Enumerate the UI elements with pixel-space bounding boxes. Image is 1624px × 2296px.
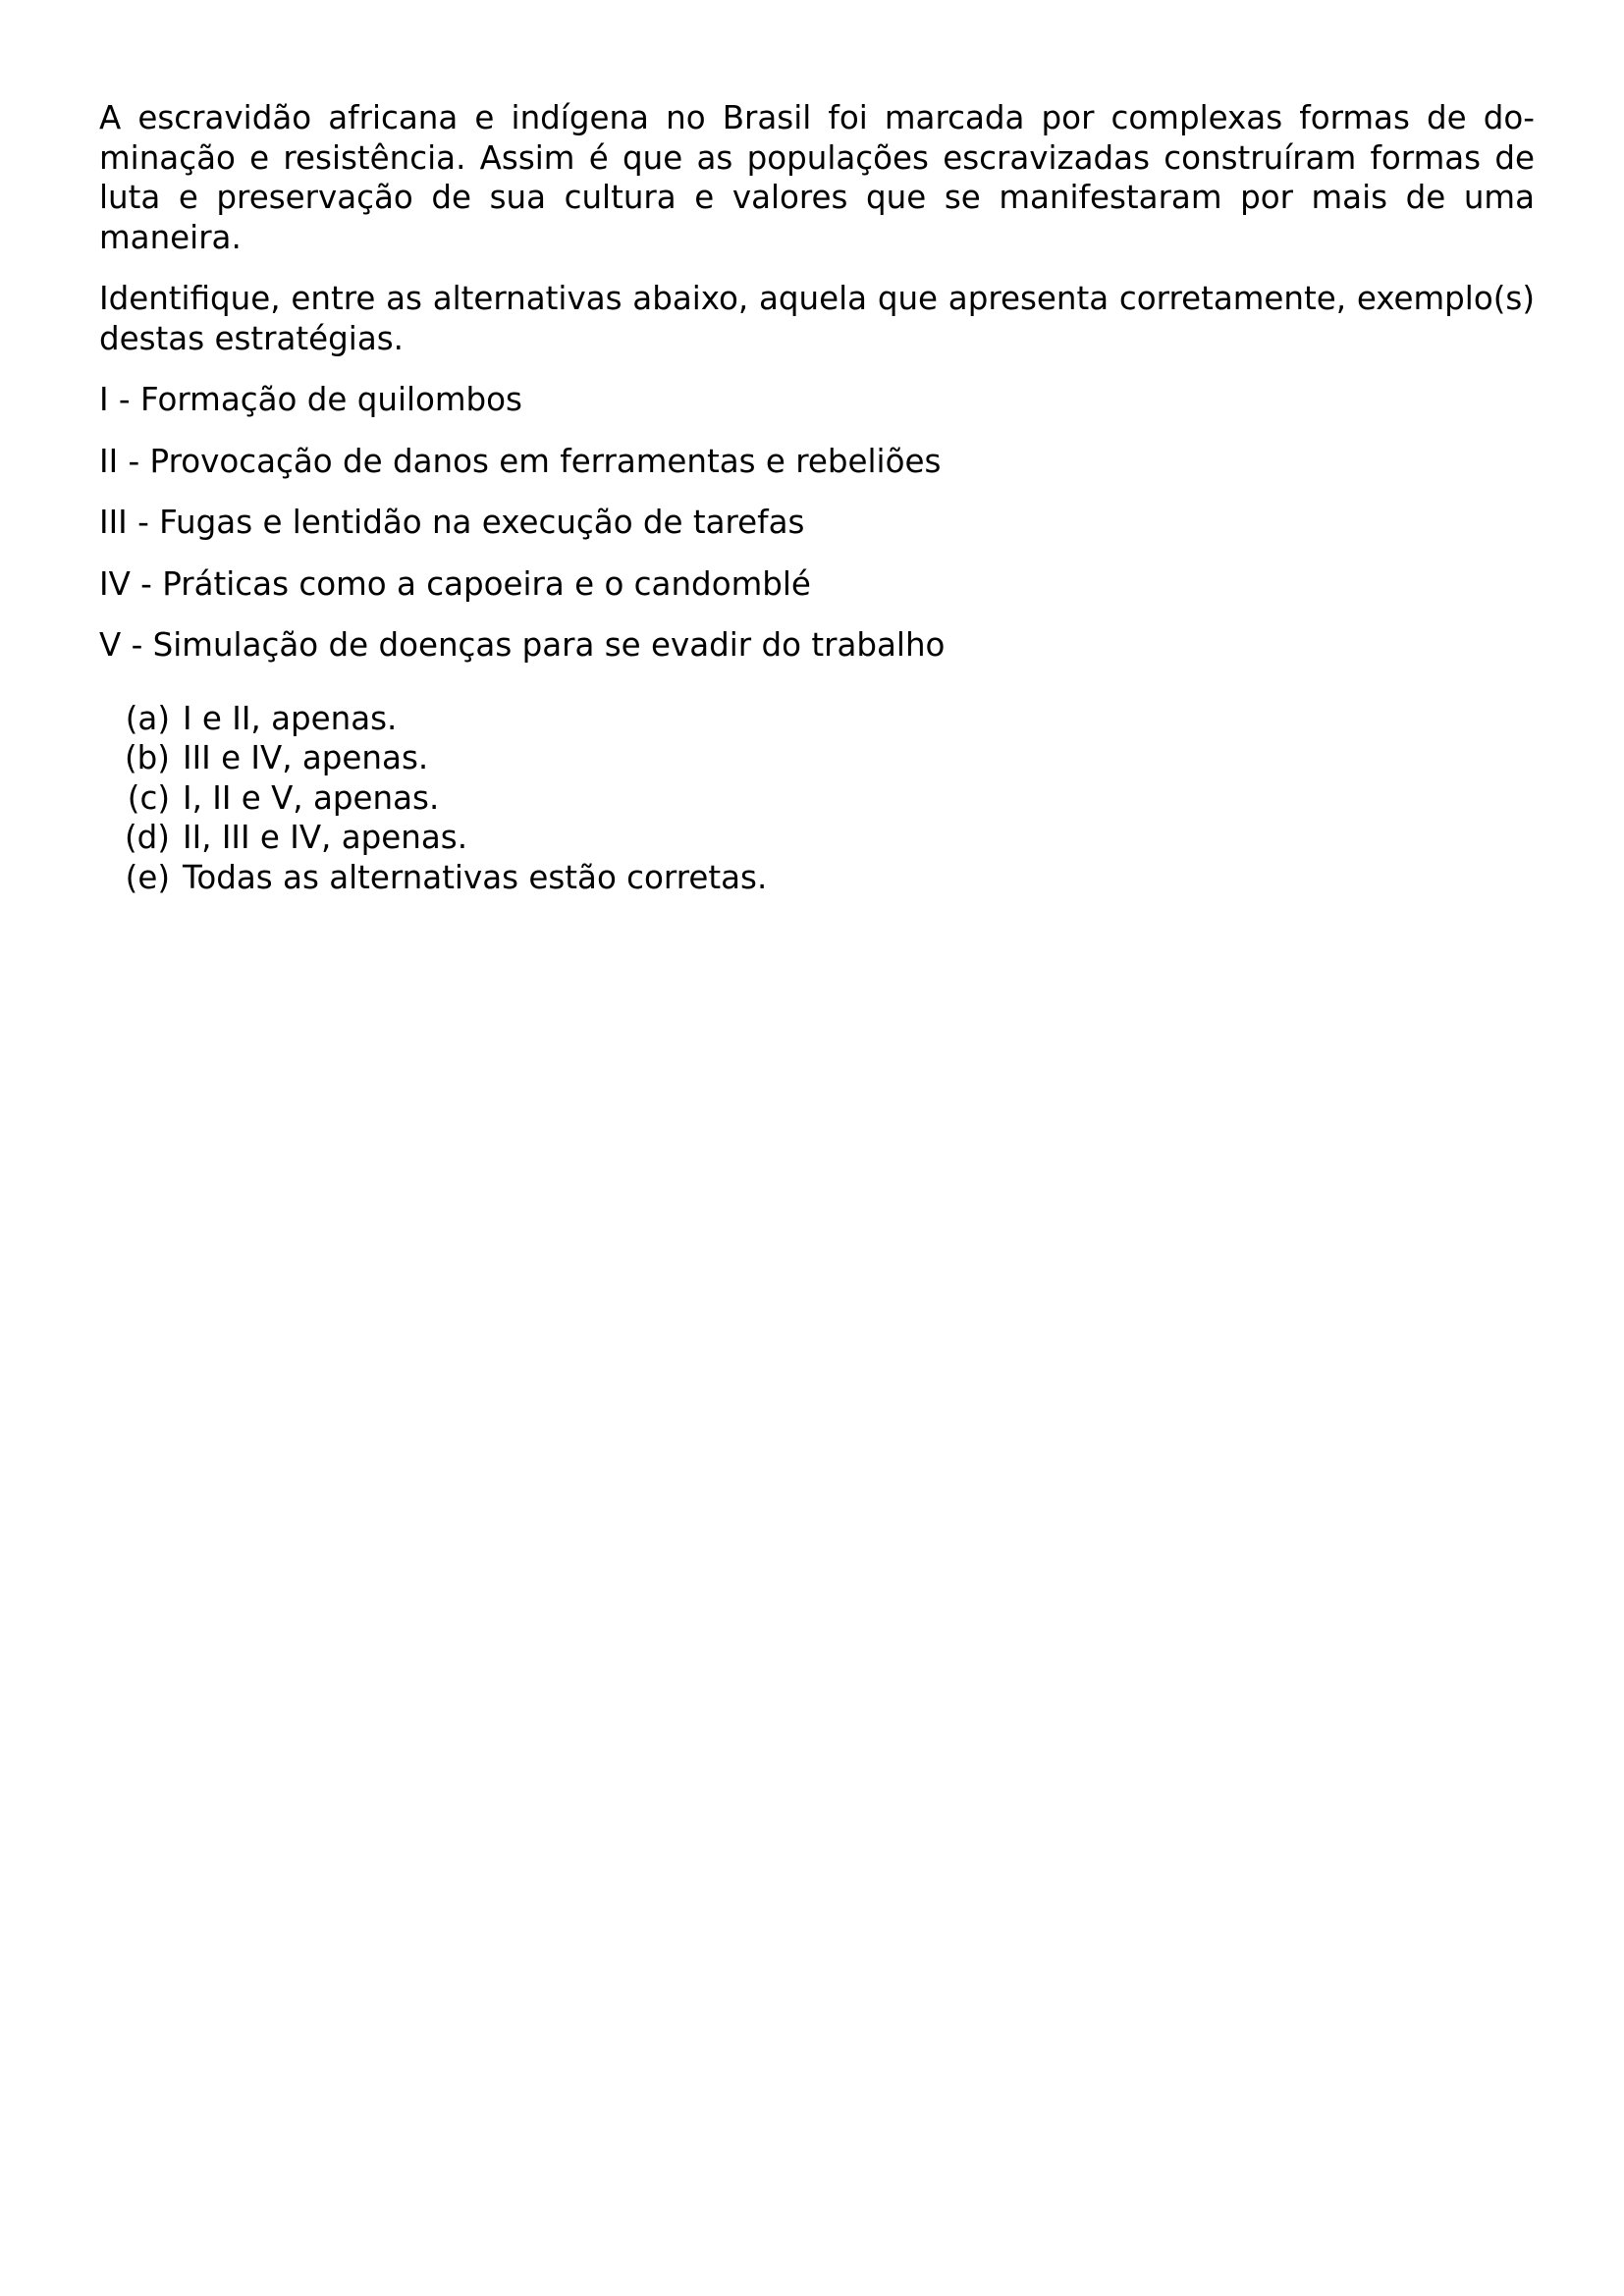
- statement-item: V - Simulação de doenças para se evadir do trabalho: [99, 626, 946, 664]
- option-letter: (c): [127, 778, 170, 817]
- answer-option-e: [99, 858, 1535, 898]
- option-text: I e II, apenas.: [183, 699, 398, 737]
- statement-list: [99, 380, 1535, 666]
- option-text: III e IV, apenas.: [183, 739, 429, 776]
- statement-item: II - Provocação de danos em ferramentas e rebeliões: [99, 442, 942, 480]
- answer-option-a: [99, 699, 1535, 739]
- question-prompt: Identifique, entre as alternativas abaixo, aquela que apresenta corretamente, exemplo(s) destas estratégias.: [99, 280, 1535, 357]
- option-text: Todas as alternativas estão corretas.: [183, 858, 768, 896]
- option-text: II, III e IV, apenas.: [183, 819, 468, 856]
- option-text: I, II e V, apenas.: [183, 778, 440, 817]
- statement-item: I - Formação de quilombos: [99, 381, 522, 418]
- intro-paragraph: A escravidão africana e indígena no Brasil foi marcada por complexas formas de dominação e resistência. Assim é que as populações escravizadas construíram formas de luta e preservação de sua cultura e valores que se manifestaram por mais de uma maneira.: [99, 99, 1535, 256]
- statement-item: IV - Práticas como a capoeira e o candomblé: [99, 564, 811, 603]
- answer-option-c: [99, 778, 1535, 819]
- document-page: [99, 98, 1535, 913]
- option-letter: (d): [125, 819, 170, 856]
- answer-option-d: [99, 818, 1535, 858]
- option-letter: (b): [125, 739, 170, 776]
- option-letter: (e): [125, 858, 170, 896]
- answer-options: [99, 699, 1535, 898]
- answer-option-b: [99, 738, 1535, 778]
- statement-item: III - Fugas e lentidão na execução de tarefas: [99, 504, 805, 541]
- option-letter: (a): [125, 699, 170, 737]
